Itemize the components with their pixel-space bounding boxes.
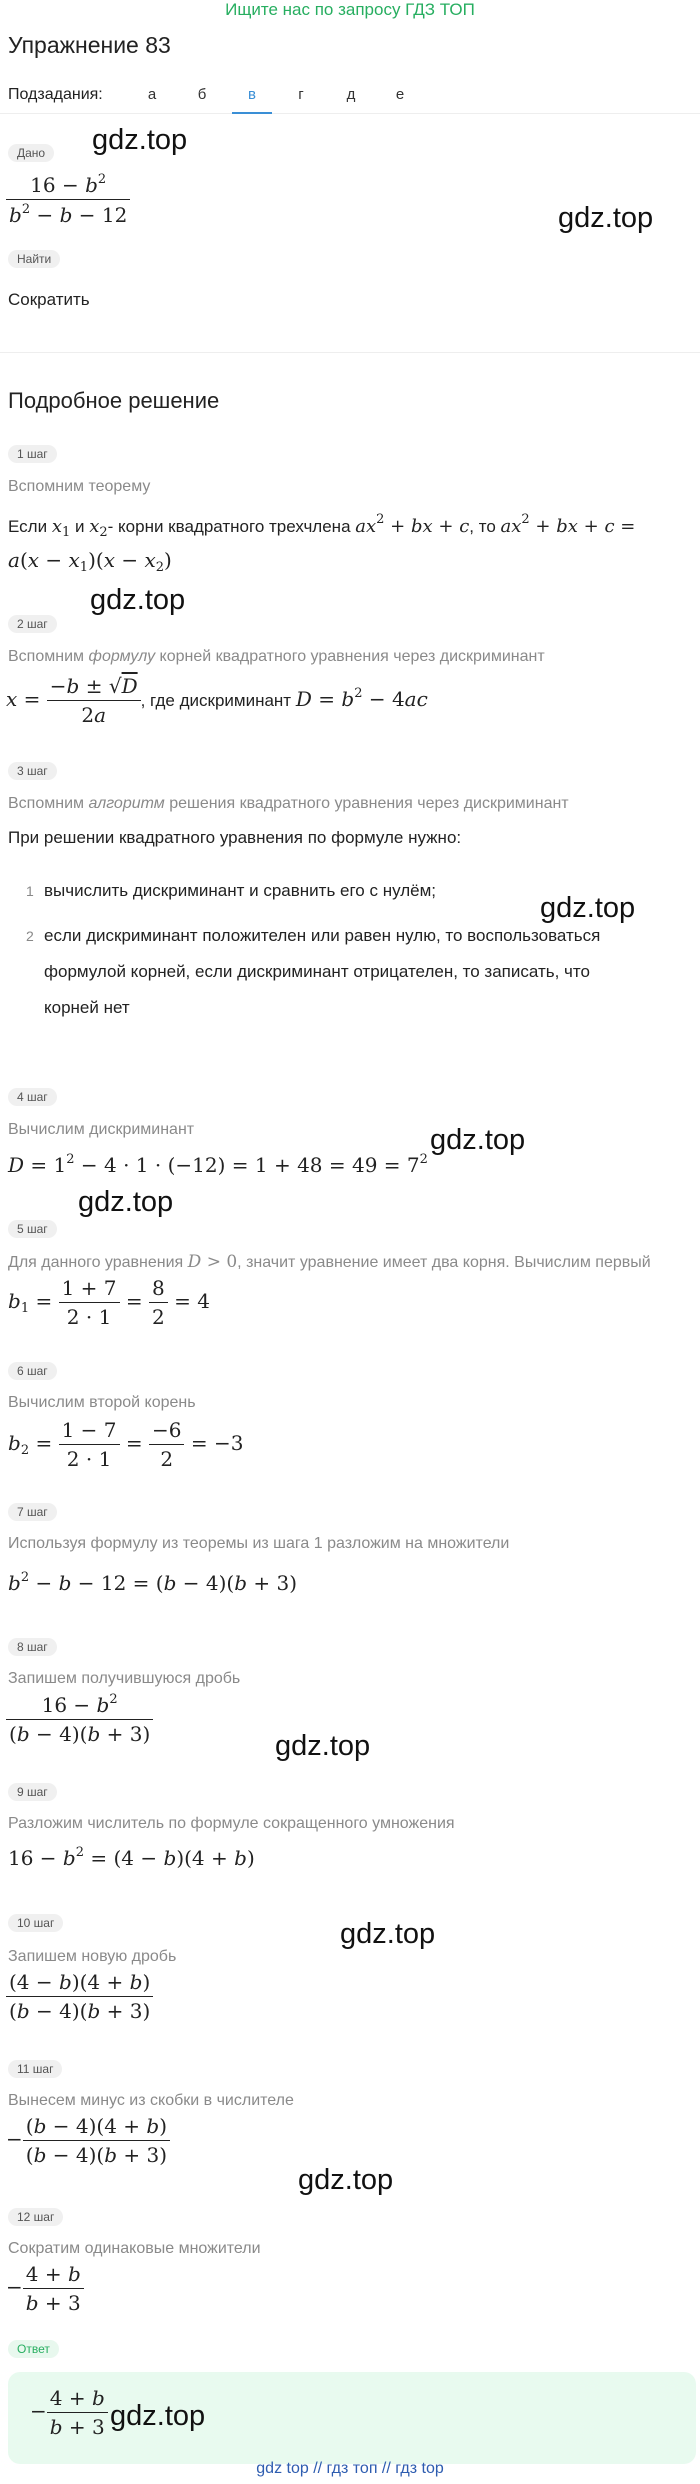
answer-formula: − $\frac{4 + b}{b + 3}$ <box>30 2386 108 2439</box>
step-11-formula: − $\frac{(b - 4)(4 + b)}{(b - 4)(b + 3)}$ <box>6 2114 170 2167</box>
step-5-formula: $b_1$ = $\frac{1 + 7}{2 \cdot 1}$ = $\frac{8}{2}$ = 4 <box>8 1276 210 1329</box>
watermark: gdz.top <box>275 1730 371 1762</box>
step-10-hint: Запишем новую дробь <box>8 1948 177 1965</box>
tab-v[interactable]: в <box>248 86 256 103</box>
step-4-badge: 4 шаг <box>8 1088 57 1106</box>
page-title: Упражнение 83 <box>8 32 171 58</box>
active-tab-indicator <box>232 112 272 114</box>
answer-badge: Ответ <box>8 2340 59 2358</box>
tab-e[interactable]: е <box>395 86 405 103</box>
list-item: формулой корней, если дискриминант отрицателен, то записать, что <box>44 962 590 981</box>
step-5-badge: 5 шаг <box>8 1220 57 1238</box>
given-badge: Дано <box>8 144 54 162</box>
step-7-badge: 7 шаг <box>8 1503 57 1521</box>
footer-links[interactable]: gdz top // гдз топ // гдз top <box>256 2460 444 2477</box>
tab-g[interactable]: г <box>298 86 304 103</box>
step-10-formula: $\frac{(4 - b)(4 + b)}{(b - 4)(b + 3)}$ <box>6 1970 153 2023</box>
watermark: gdz.top <box>298 2164 394 2196</box>
step-8-badge: 8 шаг <box>8 1638 57 1656</box>
step-12-badge: 12 шаг <box>8 2208 63 2226</box>
tab-a[interactable]: а <box>147 86 157 103</box>
step-12-formula: − $\frac{4 + b}{b + 3}$ <box>6 2262 84 2315</box>
step-6-badge: 6 шаг <box>8 1362 57 1380</box>
step-2-formula: x = $\frac{-b \pm √D}{2a}$ , где дискриминант $D = b^2 - 4ac$ <box>6 674 428 727</box>
step-3-hint: Вспомним алгоритм решения квадратного уравнения через дискриминант <box>8 795 569 812</box>
step-4-hint: Вычислим дискриминант <box>8 1121 195 1138</box>
tab-d[interactable]: д <box>346 86 356 103</box>
tabs-divider <box>0 113 700 114</box>
find-text: Сократить <box>8 290 90 309</box>
step-3-badge: 3 шаг <box>8 762 57 780</box>
list-number: 2 <box>26 928 34 944</box>
step-12-hint: Сократим одинаковые множители <box>8 2240 261 2257</box>
step-9-hint: Разложим числитель по формуле сокращенного умножения <box>8 1815 455 1832</box>
step-6-hint: Вычислим второй корень <box>8 1394 196 1411</box>
step-11-hint: Вынесем минус из скобки в числителе <box>8 2092 294 2109</box>
watermark: gdz.top <box>540 892 636 924</box>
step-1-text: Если $x_1$ и $x_2-$ корни квадратного трехчлена $ax^2$ + bx + c, то $ax^2$ + bx + c = <box>8 512 636 540</box>
step-1-formula: $a(x - x_1)(x - x_2)$ <box>8 548 172 575</box>
step-11-badge: 11 шаг <box>8 2060 62 2078</box>
section-divider <box>0 352 700 353</box>
watermark: gdz.top <box>340 1918 436 1950</box>
watermark: gdz.top <box>78 1186 174 1218</box>
subtasks-label: Подзадания: <box>8 86 103 103</box>
search-banner[interactable]: Ищите нас по запросу ГДЗ ТОП <box>225 0 475 19</box>
step-1-hint: Вспомним теорему <box>8 478 151 495</box>
step-3-lead: При решении квадратного уравнения по формуле нужно: <box>8 828 462 847</box>
step-8-hint: Запишем получившуюся дробь <box>8 1670 241 1687</box>
step-2-hint: Вспомним формулу корней квадратного уравнения через дискриминант <box>8 648 545 665</box>
watermark: gdz.top <box>90 584 186 616</box>
step-9-badge: 9 шаг <box>8 1783 57 1801</box>
find-badge: Найти <box>8 250 60 268</box>
step-2-badge: 2 шаг <box>8 615 57 633</box>
given-expression: $\frac{16 - b^2}{b^2 - b - 12}$ <box>6 172 130 227</box>
watermark: gdz.top <box>430 1124 526 1156</box>
step-10-badge: 10 шаг <box>8 1914 63 1932</box>
watermark: gdz.top <box>558 202 654 234</box>
list-item: вычислить дискриминант и сравнить его с нулём; <box>44 881 437 900</box>
step-6-formula: $b_2$ = $\frac{1 - 7}{2 \cdot 1}$ = $\frac{-6}{2}$ = −3 <box>8 1418 244 1471</box>
tab-b[interactable]: б <box>197 86 207 103</box>
step-7-formula: $b^2 - b - 12 = (b - 4)(b + 3)$ <box>8 1570 298 1595</box>
list-item: если дискриминант положителен или равен нулю, то воспользоваться <box>44 926 601 945</box>
step-7-hint: Используя формулу из теоремы из шага 1 разложим на множители <box>8 1535 510 1552</box>
step-5-hint: Для данного уравнения D > 0, значит уравнение имеет два корня. Вычислим первый <box>8 1252 651 1272</box>
list-number: 1 <box>26 883 34 899</box>
watermark: gdz.top <box>110 2400 206 2432</box>
step-9-formula: $16 - b^2 = (4 - b)(4 + b)$ <box>8 1845 255 1870</box>
step-1-badge: 1 шаг <box>8 445 57 463</box>
step-4-formula: $D = 1^2 - 4 \cdot 1 \cdot (-12) = 1 + 48 = 49 = 7^2$ <box>8 1152 428 1177</box>
solution-title: Подробное решение <box>8 388 220 413</box>
list-item: корней нет <box>44 998 130 1017</box>
watermark: gdz.top <box>92 124 188 156</box>
step-8-formula: $\frac{16 - b^2}{(b - 4)(b + 3)}$ <box>6 1692 153 1746</box>
